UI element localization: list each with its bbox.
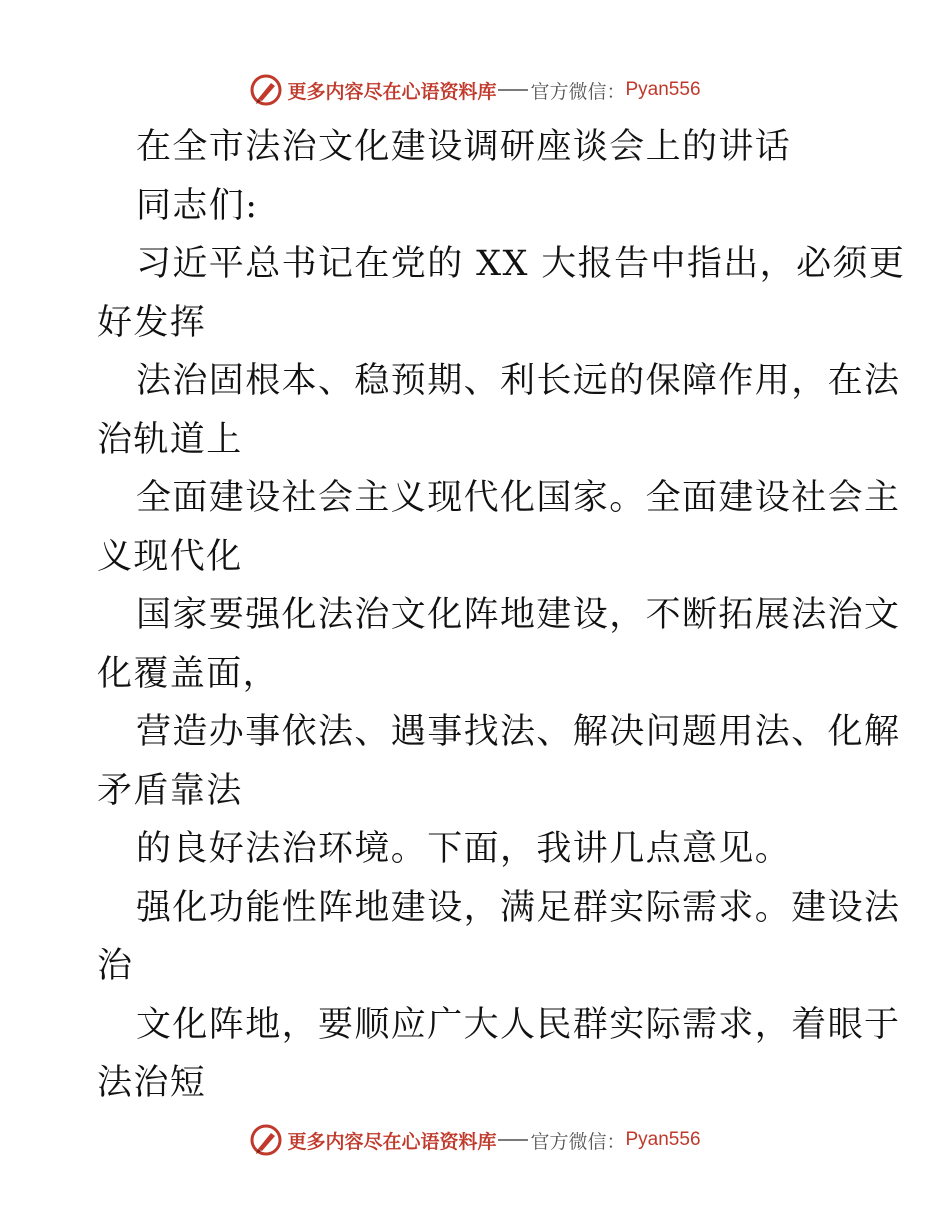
- paragraph-line: 法治固根本、稳预期、利长远的保障作用，在法: [136, 361, 901, 401]
- paragraph-line: 营造办事依法、遇事找法、解决问题用法、化解: [136, 712, 901, 752]
- header-wechat-label: 官方微信：: [530, 80, 626, 103]
- document-title: 在全市法治文化建设调研座谈会上的讲话: [136, 127, 792, 167]
- header-wechat-id: Pyan556: [625, 79, 701, 100]
- header-banner: [0, 70, 950, 110]
- footer-brand-text: 更多内容尽在心语资料库: [287, 1130, 497, 1153]
- pen-logo-icon: [249, 73, 283, 107]
- paragraph-line: 国家要强化法治文化阵地建设，不断拓展法治文: [136, 595, 901, 635]
- header-brand-text: 更多内容尽在心语资料库: [287, 80, 497, 103]
- paragraph-line: 治: [97, 946, 134, 986]
- paragraph-line: 好发挥: [97, 302, 207, 343]
- pen-logo-icon: [249, 1123, 283, 1157]
- paragraph-line: 习近平总书记在党的 XX 大报告中指出，必须更: [136, 244, 906, 284]
- paragraph-line: 化覆盖面，: [97, 653, 280, 694]
- paragraph-line: 强化功能性阵地建设，满足群实际需求。建设法: [136, 887, 901, 928]
- footer-banner: [0, 1120, 950, 1160]
- salutation: 同志们:: [136, 185, 259, 226]
- paragraph-line: 义现代化: [97, 536, 243, 577]
- paragraph-line: 全面建设社会主义现代化国家。全面建设社会主: [136, 478, 901, 518]
- document-body: [97, 118, 906, 1113]
- footer-wechat-label: 官方微信：: [530, 1130, 626, 1153]
- paragraph-line: 法治短: [97, 1063, 207, 1103]
- paragraph-line: 文化阵地，要顺应广大人民群实际需求，着眼于: [136, 1004, 901, 1045]
- paragraph-line: 矛盾靠法: [97, 770, 243, 811]
- paragraph-line: 治轨道上: [97, 419, 243, 460]
- paragraph-line: 的良好法治环境。下面，我讲几点意见。: [136, 829, 792, 869]
- footer-wechat-id: Pyan556: [625, 1129, 701, 1150]
- header-dash: [498, 89, 528, 91]
- footer-dash: [498, 1139, 528, 1141]
